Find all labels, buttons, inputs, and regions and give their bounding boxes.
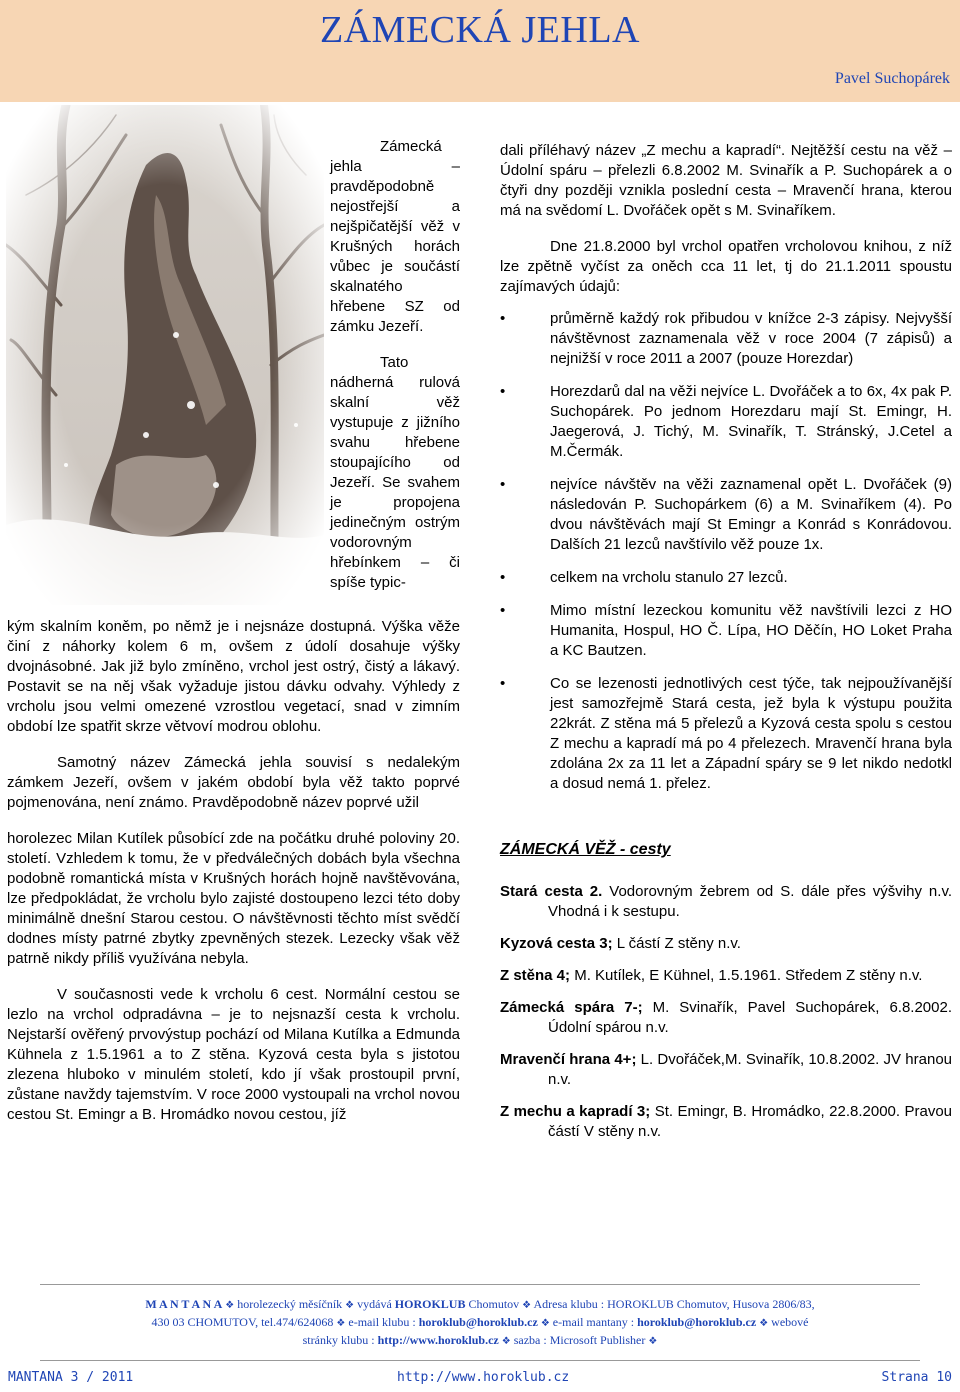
route-name: Zámecká spára 7-; [500, 999, 643, 1016]
list-item: • nejvíce návštěv na věži zaznamenal opět L. Dvořáček (9) následován P. Suchopárkem (6) a M. Svinaříkem (4). Po dvou návštěvách mají St Emingr a Konrád s Konrádovou. Dalších 21 lezců navštívilo věž pouze 1x. [500, 475, 952, 555]
list-item: • Co se lezenosti jednotlivých cest týče, tak nejpoužívanější jest samozřejmě Stará cesta, jež byla k výstupu použita 22krát. Z stěna má 5 přelezů a Kyzová cesta spolu s cestou Z mechu a kapradí má po 4 přelezech. Mravenčí hrana byla zdolána 2x za 11 let a Západní spáry se 9 let nikdo nedotkl a dosud nemá 1. přelez. [500, 674, 952, 794]
footer-text: horolezecký měsíčník [237, 1297, 343, 1311]
list-item: • celkem na vrcholu stanulo 27 lezců. [500, 568, 952, 588]
paragraph: dali příléhavý název „Z mechu a kapradí“. Nejtěžší cestu na věž – Údolní spáru – přelezli 6.8.2002 M. Svinařík a P. Suchopárek a o čtyři dny později vznikla poslední cesta – Mravenčí hrana, kterou má na svědomí L. Dvořáček opět s M. Svinaříkem. [500, 142, 952, 219]
footer-divider [40, 1284, 920, 1285]
footer-line-3 [40, 1332, 920, 1350]
footer-line-1 [40, 1296, 920, 1314]
footer-text: sazba : Microsoft Publisher [513, 1333, 646, 1347]
footer-text: e-mail mantany : [552, 1315, 638, 1329]
footer-text: stránky klubu : [302, 1333, 378, 1347]
mantana-email-link[interactable]: horoklub@horoklub.cz [637, 1315, 757, 1329]
website-link[interactable]: http://www.horoklub.cz [377, 1333, 499, 1347]
paragraph: kým skalním koněm, po němž je i nejsnáze dostupná. Výška věže činí z náhorky kolem 6 m, ovšem z údolí dosahuje výšky dvojnásobné. Jak již bylo zmíněno, vrchol jest ostrý, čistý a lákavý. Postavit se na něj však vyžaduje jistou dávku odvahy. Výhledy z vrcholu jsou velmi omezené vzrostlou vegetací, snad v zimním období lze spatřit skrze větvoví modrou oblohu. [7, 618, 460, 735]
route-description: M. Svinařík, Pavel Suchopárek, 6.8.2002. Údolní spárou n.v. [548, 999, 953, 1036]
diamond-icon: ❖ [345, 1300, 355, 1311]
footer-text: e-mail klubu : [348, 1315, 419, 1329]
footer-text: Adresa klubu : HOROKLUB Chomutov, Husova 2806/83, [533, 1297, 815, 1311]
club-email-link[interactable]: horoklub@horoklub.cz [418, 1315, 538, 1329]
page-number: Strana 10 [881, 1370, 952, 1385]
website-footer-link[interactable]: http://www.horoklub.cz [397, 1370, 570, 1385]
route-entry [500, 998, 952, 1038]
route-description: L. Dvořáček,M. Svinařík, 10.8.2002. JV hranou n.v. [548, 1051, 953, 1088]
route-entry [500, 882, 952, 922]
route-description: Vodorovným žebrem od S. dále přes výšvihy n.v. Vhodná i k sestupu. [548, 883, 952, 920]
right-column [500, 141, 952, 1154]
paragraph: V současnosti vede k vrcholu 6 cest. Normální cestou se lezlo na vrchol odpradávna – je to nejsnazší cesta k vrcholu. Nejstarší ověřený prvovýstup pochází od Milana Kutílka a Edmunda Kühnela z 1.5.1961 a to Z stěna. Kyzová cesta byla s jistotou zlezena hluboko v minulém století, kdo jí však prostoupil první, zůstane navždy tajemstvím. V roce 2000 vystoupali na vrchol novou cestou St. Emingr a B. Hromádko novou cestou, jíž [7, 986, 460, 1123]
route-description: L částí Z stěny n.v. [612, 935, 741, 952]
paragraph: Dne 21.8.2000 byl vrchol opatřen vrcholovou knihou, z níž lze zpětně vyčíst za oněch cca 11 let, tj do 21.1.2011 spoustu zajímavých údajů: [500, 238, 952, 295]
author-name: Pavel Suchopárek [834, 70, 950, 87]
route-name: Stará cesta 2. [500, 883, 603, 900]
diamond-icon: ❖ [540, 1318, 550, 1329]
route-entry [500, 966, 952, 986]
diamond-icon: ❖ [759, 1318, 769, 1329]
bottom-divider [40, 1360, 920, 1361]
footer-text: HOROKLUB [394, 1297, 466, 1311]
footer-text: 430 03 CHOMUTOV, tel.474/624068 [151, 1315, 334, 1329]
left-column [7, 617, 460, 1125]
diamond-icon: ❖ [648, 1336, 658, 1347]
issue-label: MANTANA 3 / 2011 [8, 1370, 134, 1385]
intro-wrapped-text [330, 137, 460, 593]
list-item: • Horezdarů dal na věži nejvíce L. Dvořáček a to 6x, 4x pak P. Suchopárek. Po jednom Horezdaru mají St. Emingr, H. Jaegerová, J. Tichý, M. Svinařík, T. Stránský, J.Cetel a M.Čermák. [500, 382, 952, 462]
route-entry [500, 1050, 952, 1090]
route-entry [500, 934, 952, 954]
route-name: Mravenčí hrana 4+; [500, 1051, 637, 1068]
summary-bullets [500, 309, 952, 794]
paragraph: horolezec Milan Kutílek působící zde na počátku druhé poloviny 20. století. Vzhledem k tomu, že v předválečných dobách byla všechna podobně romantická místa v Krušných horách hojně navštěvována, lze předpokládat, že vrcholu bylo zajisté dostoupeno lezci této doby minimálně dnešní Starou cestou. O návštěvnosti těchto míst svědčí dodnes místy patrné zbytky zpevněných stezek. Lezecky však věž patrně nikdy příliš využívána nebyla. [7, 830, 460, 967]
list-item: • průměrně každý rok přibudou v knížce 2-3 zápisy. Nejvyšší návštěvnost zaznamenala věž v roce 2004 (7 zápisů) a nejnižší v roce 2011 a 2007 (pouze Horezdar) [500, 309, 952, 369]
diamond-icon: ❖ [522, 1300, 532, 1311]
route-description: St. Emingr, B. Hromádko, 22.8.2000. Pravou částí V stěny n.v. [548, 1103, 953, 1140]
footer-text: Chomutov [468, 1297, 520, 1311]
footer-line-2 [40, 1314, 920, 1332]
diamond-icon: ❖ [501, 1336, 511, 1347]
footer-text: webové [771, 1315, 809, 1329]
section-heading: ZÁMECKÁ VĚŽ - cesty [500, 841, 671, 858]
publication-footer [40, 1296, 920, 1350]
list-item: • Mimo místní lezeckou komunitu věž navštívili lezci z HO Humanita, Hospul, HO Č. Lípa, HO Děčín, HO Loket Praha a KC Bautzen. [500, 601, 952, 661]
page-title: ZÁMECKÁ JEHLA [320, 9, 640, 51]
description-paragraph: Tato nádherná rulová skalní věž vystupuje z jižního svahu hřebene stoupajícího od Jezeří. Se svahem je propojena jedinečným ostrým vodorovným hřebínkem – či spíše typic- [330, 354, 460, 591]
paragraph: Samotný název Zámecká jehla souvisí s nedalekým zámkem Jezeří, ovšem v jakém období byla věž takto poprvé pojmenována, není známo. Pravděpodobně název poprvé užil [7, 754, 460, 811]
route-name: Kyzová cesta 3; [500, 935, 613, 952]
intro-paragraph: Zámecká jehla – pravděpodobně nejostřejší a nejšpičatější věž v Krušných horách vůbec je součástí skalnatého hřebene SZ od zámku Jezeří. [330, 138, 460, 335]
rock-photo [6, 105, 324, 605]
header-band [0, 0, 960, 102]
route-name: Z stěna 4; [500, 967, 571, 984]
route-name: Z mechu a kapradí 3; [500, 1103, 651, 1120]
diamond-icon: ❖ [225, 1300, 235, 1311]
route-entry [500, 1102, 952, 1142]
magazine-name: M A N T A N A [145, 1297, 223, 1311]
route-description: M. Kutílek, E Kühnel, 1.5.1961. Středem Z stěny n.v. [570, 967, 923, 984]
footer-text: vydává [357, 1297, 392, 1311]
diamond-icon: ❖ [336, 1318, 346, 1329]
